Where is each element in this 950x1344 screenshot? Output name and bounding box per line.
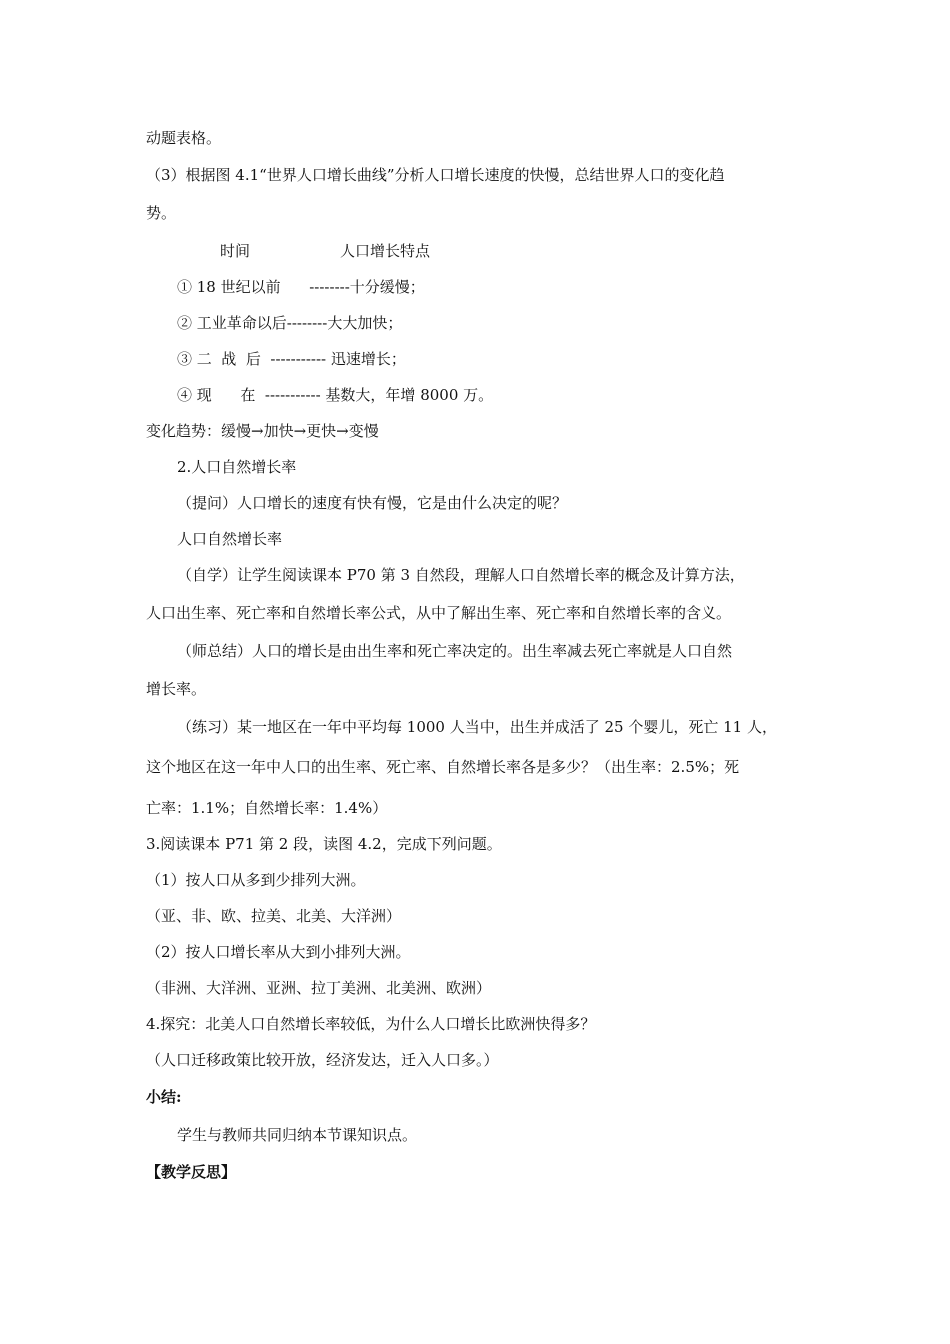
table-header-feature: 人口增长特点 — [340, 242, 431, 260]
section-heading: 3.阅读课本 P71 第 2 段，读图 4.2，完成下列问题。 — [146, 835, 502, 853]
text-line: 增长率。 — [146, 680, 207, 698]
text-line: 学生与教师共同归纳本节课知识点。 — [177, 1126, 418, 1144]
table-header-time: 时间 — [220, 242, 251, 260]
answer-line: （亚、非、欧、拉美、北美、大洋洲） — [146, 907, 402, 925]
text-line: （3）根据图 4.1“世界人口增长曲线”分析人口增长速度的快慢，总结世界人口的变化趋 — [146, 166, 725, 184]
text-line: 人口出生率、死亡率和自然增长率公式，从中了解出生率、死亡率和自然增长率的含义。 — [146, 604, 732, 622]
text-line: 势。 — [146, 204, 177, 222]
summary-heading: 小结: — [146, 1088, 182, 1106]
text-line: （自学）让学生阅读课本 P70 第 3 自然段，理解人口自然增长率的概念及计算方法， — [177, 566, 745, 584]
list-item: ③ 二 战 后 ----------- 迅速增长； — [177, 350, 406, 368]
section-heading: 2.人口自然增长率 — [177, 458, 297, 476]
text-line: 动题表格。 — [146, 129, 222, 147]
text-line: （提问）人口增长的速度有快有慢，它是由什么决定的呢？ — [177, 494, 568, 512]
text-line: （师总结）人口的增长是由出生率和死亡率决定的。出生率减去死亡率就是人口自然 — [177, 642, 733, 660]
section-heading: 4.探究：北美人口自然增长率较低，为什么人口增长比欧洲快得多？ — [146, 1015, 596, 1033]
text-line: 这个地区在这一年中人口的出生率、死亡率、自然增长率各是多少？（出生率：2.5%；死 — [146, 758, 740, 776]
list-item: ② 工业革命以后--------大大加快； — [177, 314, 403, 332]
text-line: （1）按人口从多到少排列大洲。 — [146, 871, 366, 889]
answer-line: （非洲、大洋洲、亚洲、拉丁美洲、北美洲、欧洲） — [146, 979, 492, 997]
text-line: 亡率：1.1%；自然增长率：1.4%） — [146, 799, 388, 817]
text-line: 人口自然增长率 — [177, 530, 283, 548]
list-item: ① 18 世纪以前 --------十分缓慢； — [177, 278, 425, 296]
text-line: （2）按人口增长率从大到小排列大洲。 — [146, 943, 411, 961]
text-line: （练习）某一地区在一年中平均每 1000 人当中，出生并成活了 25 个婴儿，死亡 11 人， — [177, 718, 777, 736]
reflection-heading: 【教学反思】 — [146, 1163, 237, 1181]
text-line: 变化趋势：缓慢→加快→更快→变慢 — [146, 422, 379, 440]
answer-line: （人口迁移政策比较开放，经济发达，迁入人口多。） — [146, 1051, 499, 1069]
list-item: ④ 现 在 ----------- 基数大，年增 8000 万。 — [177, 386, 494, 404]
